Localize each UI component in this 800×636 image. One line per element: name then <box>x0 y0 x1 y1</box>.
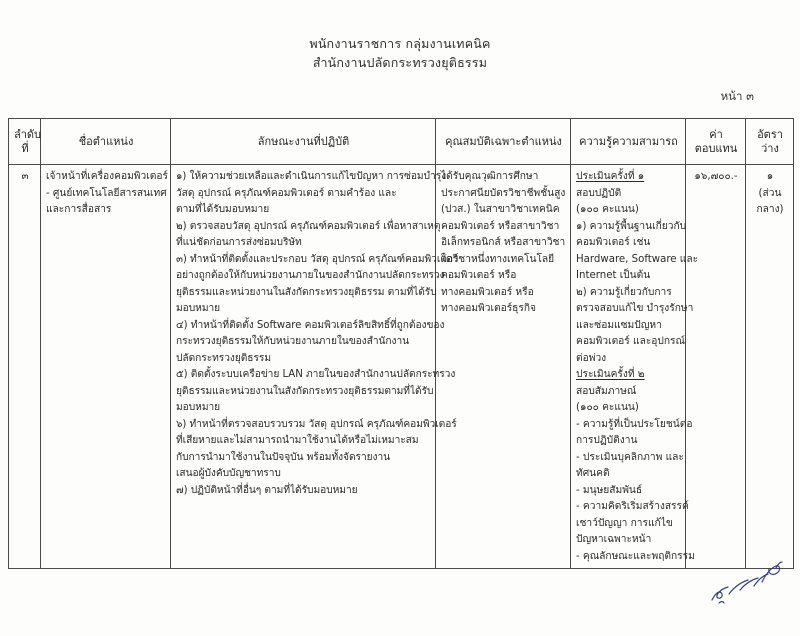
assessment-subheading: (๑๐๐ คะแนน) <box>576 204 639 216</box>
knowledge-blocks <box>576 169 699 565</box>
text-line: ได้รับคุณวุฒิการศึกษา <box>441 171 539 182</box>
text-line: เสนอผู้บังคับบัญชาทราบ <box>176 468 281 480</box>
column-header-qualifications: คุณสมบัติเฉพาะตำแหน่ง <box>436 119 571 165</box>
position-name-lines <box>46 169 166 219</box>
text-line: ๗) ปฏิบัติหน้าที่อื่นๆ ตามที่ได้รับมอบหมาย <box>176 484 358 496</box>
text-line: - ศูนย์เทคโนโลยีสารสนเทศ <box>46 187 167 199</box>
text-line: ทางคอมพิวเตอร์ หรือ <box>441 286 534 298</box>
column-header-knowledge: ความรู้ความสามารถ <box>571 119 686 165</box>
assessment-subheading: สอบสัมภาษณ์ <box>576 385 637 397</box>
page-number: หน้า ๓ <box>720 89 754 103</box>
text-line: ๖) ทำหน้าที่ตรวจสอบรวบรวม วัสดุ อุปกรณ์ ครุภัณฑ์คอมพิวเตอร์ <box>176 418 457 430</box>
cell-compensation: ๑๖,๗๐๐.- <box>686 165 746 569</box>
text-line: ยุติธรรมและหน่วยงานในสังกัดกระทรวงยุติธรรม ตามที่ได้รับ <box>176 286 437 298</box>
assessment-item-line: ตรวจสอบแก้ไข บำรุงรักษา <box>576 303 694 315</box>
assessment-subheading: สอบปฏิบัติ <box>576 187 622 199</box>
assessment-item-line: Internet เป็นต้น <box>576 270 651 282</box>
assessment-item-line: - ประเมินบุคลิกภาพ และ <box>576 451 684 463</box>
text-line: ๒) ตรวจสอบวัสดุ อุปกรณ์ ครุภัณฑ์คอมพิวเตอร์ เพื่อหาสาเหตุ <box>176 220 441 232</box>
cell-vacancy <box>746 165 794 569</box>
header-line-1: พนักงานราชการ กลุ่มงานเทคนิค <box>309 36 491 51</box>
text-line: เจ้าหน้าที่เครื่องคอมพิวเตอร์ <box>46 171 168 182</box>
column-header-duties: ลักษณะงานที่ปฏิบัติ <box>171 119 436 165</box>
text-line: ๓) ทำหน้าที่ติดตั้งและประกอบ วัสดุ อุปกรณ์ ครุภัณฑ์คอมพิวเตอร์ <box>176 253 459 265</box>
text-line: ๔) ทำหน้าที่ติดตั้ง Software คอมพิวเตอร์ลิขสิทธิ์ที่ถูกต้องของ <box>176 319 445 331</box>
text-line: กระทรวงยุติธรรมให้กับหน่วยงานภายในของสำนักงาน <box>176 336 410 348</box>
vacancy-note: (ส่วนกลาง) <box>756 187 784 216</box>
assessment-item-line: คอมพิวเตอร์ เช่น <box>576 237 651 249</box>
column-header-vacancy: อัตราว่าง <box>746 119 794 165</box>
assessment-subheading: (๑๐๐ คะแนน) <box>576 402 639 414</box>
assessment-heading: ประเมินครั้งที่ ๑ <box>576 171 645 182</box>
cell-duties <box>171 165 459 569</box>
text-line: ประกาศนียบัตรวิชาชีพชั้นสูง <box>441 187 566 199</box>
text-line: กับการนำมาใช้งานในปัจจุบัน พร้อมทั้งจัดรายงาน <box>176 451 391 463</box>
vacancy-count: ๑ <box>766 171 774 182</box>
text-line: อิเล็กทรอนิกส์ หรือสาขาวิชา <box>441 237 566 249</box>
assessment-item-line: - ความคิดริเริ่มสร้างสรรค์ <box>576 501 689 513</box>
text-line: ทางคอมพิวเตอร์ธุรกิจ <box>441 303 537 315</box>
text-line: ปลัดกระทรวงยุติธรรม <box>176 352 271 364</box>
duty-lines <box>176 169 459 499</box>
header-line-2: สำนักงานปลัดกระทรวงยุติธรรม <box>312 55 488 71</box>
column-header-sequence-line1: ลำดับ <box>14 128 42 142</box>
assessment-item-line: ๑) ความรู้พื้นฐานเกี่ยวกับ <box>576 220 687 232</box>
assessment-item-line: ต่อพ่วง <box>576 352 607 364</box>
text-line: และการสื่อสาร <box>46 204 112 216</box>
assessment-item-line: ๒) ความรู้เกี่ยวกับการ <box>576 286 672 298</box>
text-line: อย่างถูกต้องให้กับหน่วยงานภายในของสำนักงานปลัดกระทรวง <box>176 270 445 282</box>
text-line: ที่เสียหายและไม่สามารถนำมาใช้งานได้หรือไม่เหมาะสม <box>176 435 419 447</box>
assessment-heading: ประเมินครั้งที่ ๒ <box>576 369 645 381</box>
text-line: วัสดุ อุปกรณ์ ครุภัณฑ์คอมพิวเตอร์ ตามคำร้อง และ <box>176 187 397 199</box>
text-line: ที่แน่ชัดก่อนการส่งซ่อมบริษัท <box>176 237 302 249</box>
cell-position-name <box>41 165 171 569</box>
text-line: ๑) ให้ความช่วยเหลือและดำเนินการแก้ไขปัญหา การซ่อมบำรุง <box>176 171 447 182</box>
text-line: (ปวส.) ในสาขาวิชาเทคนิค <box>441 204 560 216</box>
column-header-position-name: ชื่อตำแหน่ง <box>41 119 171 165</box>
text-line: คอมพิวเตอร์ หรือสาขาวิชา <box>441 220 560 232</box>
text-line: มอบหมาย <box>176 303 221 315</box>
assessment-item-line: ทัศนคติ <box>576 468 610 480</box>
assessment-item-line: การปฏิบัติงาน <box>576 435 638 447</box>
text-line: ยุติธรรมและหน่วยงานในสังกัดกระทรวงยุติธรรมตามที่ได้รับ <box>176 385 434 397</box>
table-header-row <box>9 119 794 165</box>
assessment-item-line: และซ่อมแซมปัญหา <box>576 319 662 331</box>
assessment-item-line: ปัญหาเฉพาะหน้า <box>576 534 652 546</box>
text-line: ใดวิชาหนึ่งทางเทคโนโลยี <box>441 253 555 265</box>
column-header-sequence <box>9 119 41 165</box>
text-line: ตามที่ได้รับมอบหมาย <box>176 204 270 216</box>
qualification-lines <box>441 169 566 318</box>
text-line: ๕) ติดตั้งระบบเครือข่าย LAN ภายในของสำนักงานปลัดกระทรวง <box>176 369 456 381</box>
assessment-item-line: คอมพิวเตอร์ และอุปกรณ์ <box>576 336 685 348</box>
table-row <box>9 165 794 569</box>
cell-sequence-number: ๓ <box>9 165 41 569</box>
column-header-sequence-line2: ที่ <box>21 142 29 155</box>
assessment-item-line: - มนุษยสัมพันธ์ <box>576 484 643 496</box>
column-header-compensation: ค่าตอบแทน <box>686 119 746 165</box>
assessment-item-line: Hardware, Software และ <box>576 253 699 265</box>
text-line: คอมพิวเตอร์ หรือ <box>441 270 517 282</box>
document-header <box>0 0 800 73</box>
assessment-item-line: เชาว์ปัญญา การแก้ไข <box>576 517 673 529</box>
text-line: มอบหมาย <box>176 402 221 414</box>
assessment-item-line: - คุณลักษณะและพฤติกรรม <box>576 550 695 562</box>
cell-qualifications <box>436 165 571 569</box>
cell-knowledge <box>571 165 699 569</box>
job-description-table <box>8 118 794 569</box>
assessment-item-line: - ความรู้ที่เป็นประโยชน์ต่อ <box>576 418 693 430</box>
